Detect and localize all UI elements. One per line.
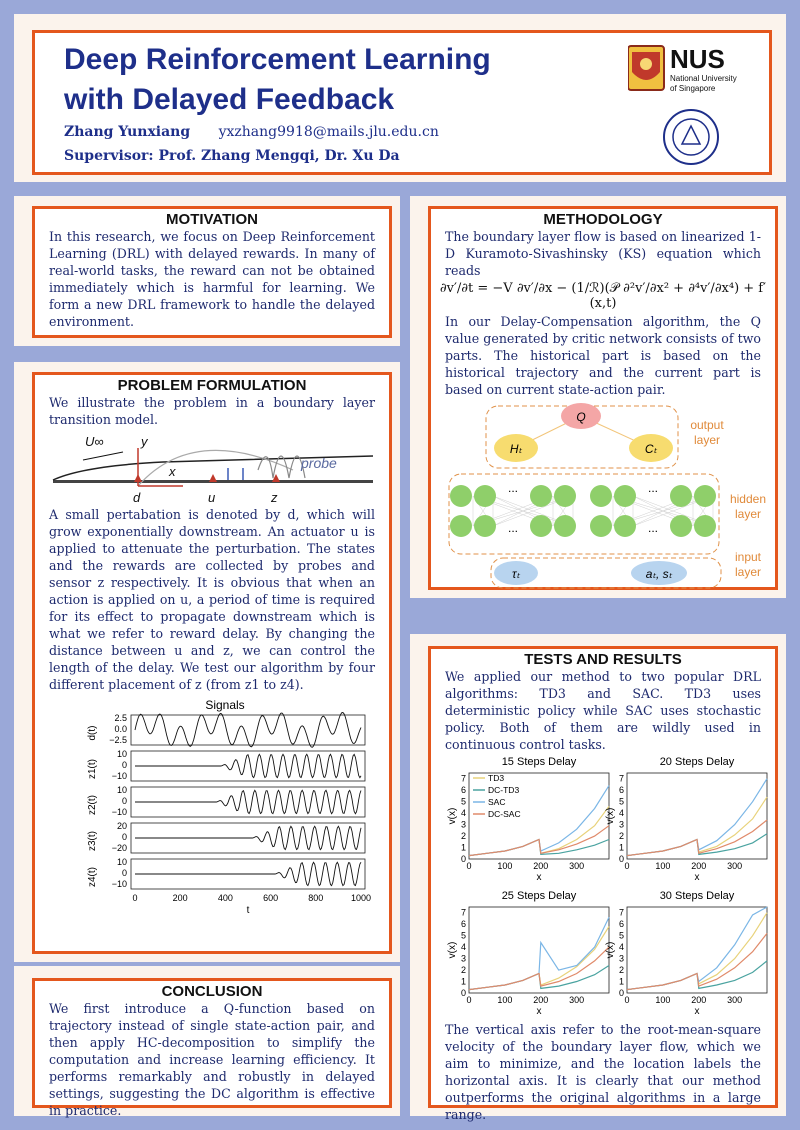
results-heading: TESTS AND RESULTS: [524, 651, 682, 668]
result-ytick: 3: [618, 819, 624, 830]
signal-tick: −20: [111, 843, 127, 853]
d-label: d: [133, 490, 141, 505]
signal-tick: 10: [116, 785, 127, 795]
tau-node-label: τₜ: [511, 567, 521, 581]
author-line: [64, 124, 439, 140]
hidden-node: [474, 485, 496, 507]
result-xtick: 100: [655, 861, 671, 871]
u-inf-label: U∞: [85, 434, 104, 449]
supervisor: Supervisor: Prof. Zhang Mengqi, Dr. Xu Da: [64, 148, 400, 164]
hidden-node: [590, 515, 612, 537]
c-node-label: Cₜ: [644, 442, 658, 456]
result-ytick: 6: [618, 919, 624, 930]
result-ytick: 6: [460, 919, 466, 930]
result-xtick: 200: [691, 995, 707, 1005]
result-ytick: 1: [460, 976, 466, 987]
result-ytick: 6: [618, 785, 624, 796]
result-ytick: 7: [618, 907, 624, 918]
title-line-2: with Delayed Feedback: [64, 83, 395, 116]
signal-tick: −10: [111, 771, 127, 781]
result-ytick: 0: [460, 854, 466, 864]
result-ytick: 4: [460, 942, 466, 953]
signal-tick: 2.5: [114, 713, 127, 723]
result-xlabel: x: [694, 1006, 700, 1017]
signal-xlabel: t: [246, 905, 250, 916]
nus-logo-text: NUS: [670, 44, 725, 74]
hidden-node: [554, 485, 576, 507]
result-ytick: 5: [618, 930, 624, 941]
result-xtick: 300: [569, 861, 585, 871]
hidden-node: [530, 515, 552, 537]
signal-tick: −10: [111, 807, 127, 817]
result-ytick: 7: [618, 773, 624, 784]
x-axis-label: x: [169, 464, 176, 479]
result-chart-frame: [627, 907, 767, 993]
hidden-node: [450, 515, 472, 537]
result-xtick: 0: [624, 995, 630, 1005]
result-ytick: 2: [460, 965, 466, 976]
hidden-node: [670, 485, 692, 507]
z-label: z: [271, 490, 278, 505]
signal-tick: 20: [116, 821, 127, 831]
results-intro: We applied our method to two popular DRL algorithms: TD3 and SAC. TD3 uses deterministic policy while SAC uses stochastic policy. Both of them are wildly used in continuous control tasks.: [445, 669, 761, 752]
poster-title: [64, 40, 584, 120]
methodology-box: [428, 206, 778, 590]
result-xtick: 0: [466, 861, 472, 871]
hidden-node: [670, 515, 692, 537]
dots-4: ...: [647, 521, 659, 535]
result-ylabel: v(x): [605, 941, 616, 959]
result-ytick: 6: [460, 785, 466, 796]
result-ytick: 3: [618, 953, 624, 964]
problem-heading: PROBLEM FORMULATION: [117, 377, 307, 394]
result-xtick: 100: [497, 861, 513, 871]
signal-ylabel: z4(t): [87, 867, 98, 887]
y-axis-label: y: [141, 434, 148, 449]
result-chart-title: 20 Steps Delay: [659, 756, 735, 768]
hidden-node: [474, 515, 496, 537]
result-ytick: 0: [618, 854, 624, 864]
signal-trace: [135, 790, 361, 813]
input-layer-label: input layer: [734, 550, 762, 579]
boundary-layer-diagram: [43, 430, 383, 506]
result-chart-title: 15 Steps Delay: [501, 756, 577, 768]
result-xtick: 300: [727, 995, 743, 1005]
hidden-layer-nodes: [450, 485, 716, 537]
dots-2: ...: [647, 481, 659, 495]
result-xlabel: x: [694, 872, 700, 883]
results-conclusion: The vertical axis refer to the root-mean-square velocity of the boundary layer flow, which we aim to minimize, and the location labels the horizontal axis. It is clearly that our method outperforms the original algorithms in a large range.: [445, 1022, 761, 1122]
signal-tick: 0: [121, 868, 127, 878]
result-ytick: 4: [618, 942, 624, 953]
methodology-text: In our Delay-Compensation algorithm, the Q value generated by critic network consists of two parts. The historical part is based on the historical trajectory and the current part is based on current state-action pair.: [445, 314, 761, 397]
nus-logo-sub2: of Singapore: [670, 84, 716, 93]
signal-ylabel: z3(t): [87, 831, 98, 851]
signal-tick: 10: [116, 857, 127, 867]
result-xtick: 200: [691, 861, 707, 871]
signal-tick: −2.5: [109, 735, 127, 745]
hidden-layer-label: hidden layer: [729, 492, 767, 521]
signal-tick: 0.0: [114, 724, 127, 734]
results-box: [428, 646, 778, 1122]
result-ytick: 4: [618, 808, 624, 819]
signal-tick: 10: [116, 749, 127, 759]
signal-trace: [135, 713, 361, 748]
result-xtick: 300: [727, 861, 743, 871]
conclusion-heading: CONCLUSION: [161, 983, 263, 1000]
result-xlabel: x: [536, 872, 542, 883]
hidden-node: [694, 515, 716, 537]
result-ytick: 3: [460, 953, 466, 964]
hidden-node: [590, 485, 612, 507]
hidden-node: [694, 485, 716, 507]
result-ytick: 4: [460, 808, 466, 819]
motivation-text: In this research, we focus on Deep Reinforcement Learning (DRL) with delayed rewards. In many of real-world tasks, the reward can not be obtained immediately which is harmful for learning. We form a new DRL framework to handle the delayed environment.: [49, 229, 375, 329]
methodology-intro: The boundary layer flow is based on linearized 1-D Kuramoto-Sivashinsky (KS) equation which reads: [445, 229, 761, 278]
result-xtick: 0: [624, 861, 630, 871]
ks-equation: ∂v′/∂t = −V ∂v′/∂x − (1/ℛ)(𝒫 ∂²v′/∂x² + ∂⁴v′/∂x⁴) + f′(x,t): [439, 281, 767, 311]
result-ytick: 2: [460, 831, 466, 842]
result-xtick: 200: [533, 995, 549, 1005]
hidden-node: [554, 515, 576, 537]
output-layer-label: output layer: [690, 418, 724, 447]
title-line-1: Deep Reinforcement Learning: [64, 43, 491, 76]
results-charts: [431, 753, 775, 1021]
result-ytick: 1: [618, 976, 624, 987]
legend-label: DC-TD3: [488, 785, 520, 795]
result-ylabel: v(x): [605, 807, 616, 825]
result-xlabel: x: [536, 1006, 542, 1017]
result-ytick: 0: [618, 988, 624, 998]
result-ytick: 7: [460, 773, 466, 784]
signal-tick: 0: [121, 760, 127, 770]
result-xtick: 0: [466, 995, 472, 1005]
u-label: u: [208, 490, 216, 505]
signal-trace: [135, 862, 361, 885]
signal-tick: −10: [111, 879, 127, 889]
result-ytick: 2: [618, 965, 624, 976]
result-xtick: 100: [655, 995, 671, 1005]
result-ytick: 1: [618, 842, 624, 853]
signal-xtick: 600: [263, 893, 279, 903]
nus-logo-sub1: National University: [670, 74, 737, 83]
signals-chart: [35, 697, 389, 933]
signal-xtick: 1000: [350, 893, 372, 903]
result-ylabel: v(x): [447, 807, 458, 825]
result-xtick: 300: [569, 995, 585, 1005]
h-node-label: Hₜ: [509, 442, 523, 456]
author-email: yxzhang9918@mails.jlu.edu.cn: [218, 124, 439, 140]
result-ylabel: v(x): [447, 941, 458, 959]
legend-label: DC-SAC: [488, 809, 521, 819]
signal-trace: [135, 754, 361, 777]
result-chart-frame: [627, 773, 767, 859]
signal-xtick: 800: [308, 893, 324, 903]
network-diagram: [431, 400, 775, 590]
signal-tick: 0: [121, 796, 127, 806]
legend-label: SAC: [488, 797, 506, 807]
result-ytick: 5: [460, 930, 466, 941]
signal-ylabel: z2(t): [87, 795, 98, 815]
hidden-node: [614, 485, 636, 507]
methodology-heading: METHODOLOGY: [543, 211, 663, 228]
dots-3: ...: [507, 521, 519, 535]
result-chart-title: 30 Steps Delay: [659, 890, 735, 902]
dots-1: ...: [507, 481, 519, 495]
result-ytick: 0: [460, 988, 466, 998]
signal-xtick: 400: [217, 893, 233, 903]
result-chart-frame: [469, 907, 609, 993]
jlu-seal: [662, 108, 720, 166]
hidden-node: [450, 485, 472, 507]
conclusion-text: We first introduce a Q-function based on trajectory instead of single state-action pair, and then apply HC-decomposition to simplify the computation and increase learning efficiency. It performs remarkably and robustly in delayed settings, suggesting the DC algorithm is effective in practice.: [49, 1001, 375, 1118]
result-ytick: 7: [460, 907, 466, 918]
as-node-label: aₜ, sₜ: [645, 567, 673, 581]
probe-label: probe: [301, 455, 337, 471]
result-xtick: 200: [533, 861, 549, 871]
problem-intro: We illustrate the problem in a boundary layer transition model.: [49, 395, 375, 427]
q-node-label: Q: [576, 410, 586, 424]
hidden-node: [530, 485, 552, 507]
result-ytick: 5: [460, 796, 466, 807]
signal-xtick: 200: [172, 893, 188, 903]
motivation-box: [32, 206, 392, 338]
result-ytick: 1: [460, 842, 466, 853]
result-ytick: 5: [618, 796, 624, 807]
motivation-heading: MOTIVATION: [166, 211, 258, 228]
jlu-seal-icon: [662, 108, 720, 166]
author-name: Zhang Yunxiang: [64, 124, 191, 140]
signals-title: Signals: [205, 698, 245, 712]
result-chart-title: 25 Steps Delay: [501, 890, 577, 902]
result-ytick: 3: [460, 819, 466, 830]
result-ytick: 2: [618, 831, 624, 842]
signal-trace: [135, 826, 361, 849]
problem-text: A small pertabation is denoted by d, which will grow exponentially downstream. An actuator u is applied to attenuate the perturbation. The states and the rewards are collected by probes and sensor z respectively. It is obvious that when an action is applied on u, a period of time is required for its effect to propagate downstream which is what we refer to reward delay. By changing the distance between u and z, we can control the length of the delay. We test our algorithm by four different placement of z (from z1 to z4).: [49, 507, 375, 692]
signal-ylabel: z1(t): [87, 759, 98, 779]
signal-xtick: 0: [132, 893, 138, 903]
result-xtick: 100: [497, 995, 513, 1005]
nus-logo: [628, 44, 778, 96]
problem-box: [32, 372, 392, 954]
conclusion-box: [32, 978, 392, 1118]
signal-tick: 0: [121, 832, 127, 842]
signal-ylabel: d(t): [87, 725, 98, 741]
legend-label: TD3: [488, 773, 505, 783]
hidden-node: [614, 515, 636, 537]
